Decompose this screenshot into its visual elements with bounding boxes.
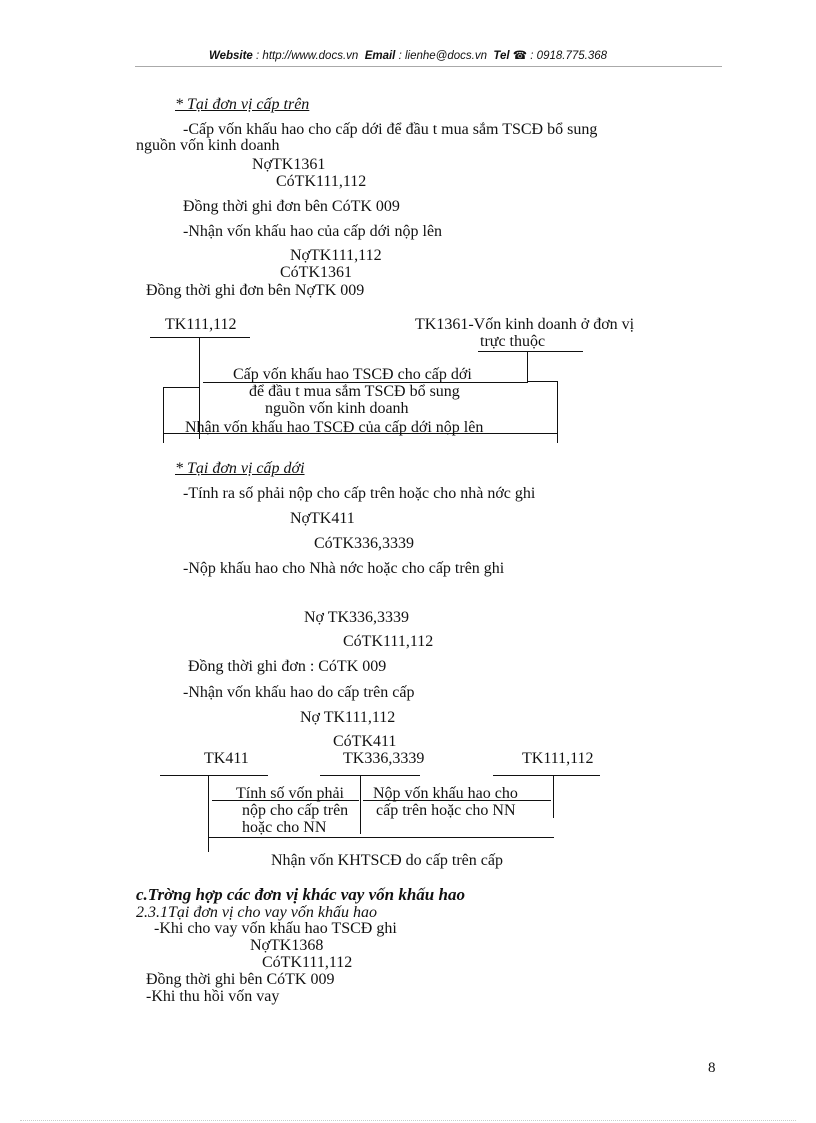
flow-label: Cấp vốn khấu hao TSCĐ cho cấp dới bbox=[233, 366, 472, 383]
header-rule bbox=[135, 66, 722, 67]
t-account-line bbox=[478, 351, 583, 352]
subsection-heading: 2.3.1Tại đơn vị cho vay vốn khấu hao bbox=[136, 904, 377, 921]
flow-label: để đầu t mua sắm TSCĐ bổ sung bbox=[249, 383, 460, 400]
credit-entry: CóTK111,112 bbox=[262, 954, 353, 971]
flow-arrow-line bbox=[363, 800, 551, 801]
credit-entry: CóTK111,112 bbox=[276, 173, 367, 190]
text-line: Đồng thời ghi đơn : CóTK 009 bbox=[188, 658, 387, 675]
t-account-line bbox=[150, 337, 250, 338]
flow-arrow-line bbox=[208, 837, 554, 838]
tel-label: Tel bbox=[493, 50, 510, 62]
text-line: -Nhận vốn khấu hao do cấp trên cấp bbox=[183, 684, 415, 701]
text-line: -Khi thu hồi vốn vay bbox=[146, 988, 280, 1005]
text-line: -Nộp khấu hao cho Nhà nớc hoặc cho cấp trên ghi bbox=[183, 560, 505, 577]
tel-number: : 0918.775.368 bbox=[530, 50, 608, 62]
t-account-line bbox=[360, 776, 361, 834]
debit-entry: Nợ TK111,112 bbox=[300, 709, 396, 726]
text-line: -Cấp vốn khấu hao cho cấp dới để đầu t mua sắm TSCĐ bổ sung bbox=[183, 121, 598, 138]
flow-label: Nhận vốn khấu hao TSCĐ của cấp dới nộp lên bbox=[185, 419, 484, 436]
phone-icon: ☎ bbox=[512, 50, 528, 62]
text-line: nguồn vốn kinh doanh bbox=[136, 137, 280, 154]
t-account-line bbox=[553, 776, 554, 818]
t-account-line bbox=[208, 776, 209, 852]
credit-entry: CóTK1361 bbox=[280, 264, 352, 281]
account-label: TK111,112 bbox=[165, 316, 237, 333]
flow-arrow-line bbox=[212, 800, 359, 801]
flow-label: nguồn vốn kinh doanh bbox=[265, 400, 409, 417]
account-label: trực thuộc bbox=[480, 333, 546, 350]
debit-entry: NợTK1361 bbox=[252, 156, 326, 173]
credit-entry: CóTK336,3339 bbox=[314, 535, 414, 552]
t-account-line bbox=[160, 775, 268, 776]
debit-entry: NợTK111,112 bbox=[290, 247, 382, 264]
t-account-line bbox=[493, 775, 600, 776]
t-account-line bbox=[320, 775, 420, 776]
flow-arrow-line bbox=[163, 387, 164, 443]
debit-entry: Nợ TK336,3339 bbox=[304, 609, 410, 626]
flow-label: Nhận vốn KHTSCĐ do cấp trên cấp bbox=[271, 852, 503, 869]
text-line: -Khi cho vay vốn khấu hao TSCĐ ghi bbox=[154, 920, 397, 937]
section-heading-upper: * Tại đơn vị cấp trên bbox=[175, 96, 310, 113]
flow-label: Tính số vốn phải bbox=[236, 785, 344, 802]
flow-arrow-line bbox=[527, 381, 557, 382]
flow-arrow-line bbox=[163, 387, 199, 388]
text-line: Đồng thời ghi đơn bên CóTK 009 bbox=[183, 198, 400, 215]
debit-entry: NợTK411 bbox=[290, 510, 355, 527]
text-line: Đồng thời ghi bên CóTK 009 bbox=[146, 971, 335, 988]
section-heading-c: c.Trờng hợp các đơn vị khác vay vốn khấu hao bbox=[136, 885, 465, 904]
account-label: TK1361-Vốn kinh doanh ở đơn vị bbox=[415, 316, 635, 333]
t-account-line bbox=[527, 352, 528, 382]
page-header bbox=[0, 48, 816, 62]
flow-label: Nộp vốn khấu hao cho bbox=[373, 785, 518, 802]
website-label: Website bbox=[208, 50, 253, 62]
section-heading-lower: * Tại đơn vị cấp dới bbox=[175, 460, 305, 477]
text-line: -Tính ra số phải nộp cho cấp trên hoặc cho nhà nớc ghi bbox=[183, 485, 536, 502]
flow-arrow-line bbox=[163, 433, 557, 434]
debit-entry: NợTK1368 bbox=[250, 937, 324, 954]
credit-entry: CóTK411 bbox=[333, 733, 397, 750]
page-number: 8 bbox=[708, 1060, 716, 1076]
account-label: TK411 bbox=[204, 750, 249, 767]
credit-entry: CóTK111,112 bbox=[343, 633, 434, 650]
email-label: Email bbox=[364, 50, 396, 62]
account-label: TK336,3339 bbox=[343, 750, 425, 767]
email-address: : lienhe@docs.vn bbox=[398, 50, 487, 62]
text-line: Đồng thời ghi đơn bên NợTK 009 bbox=[146, 282, 365, 299]
text-line: -Nhận vốn khấu hao của cấp dới nộp lên bbox=[183, 223, 443, 240]
flow-label: hoặc cho NN bbox=[242, 819, 327, 836]
website-url: : http://www.docs.vn bbox=[256, 50, 359, 62]
page-bottom-divider bbox=[20, 1120, 796, 1121]
flow-label: cấp trên hoặc cho NN bbox=[376, 802, 516, 819]
flow-label: nộp cho cấp trên bbox=[242, 802, 349, 819]
account-label: TK111,112 bbox=[522, 750, 594, 767]
flow-arrow-line bbox=[557, 381, 558, 443]
